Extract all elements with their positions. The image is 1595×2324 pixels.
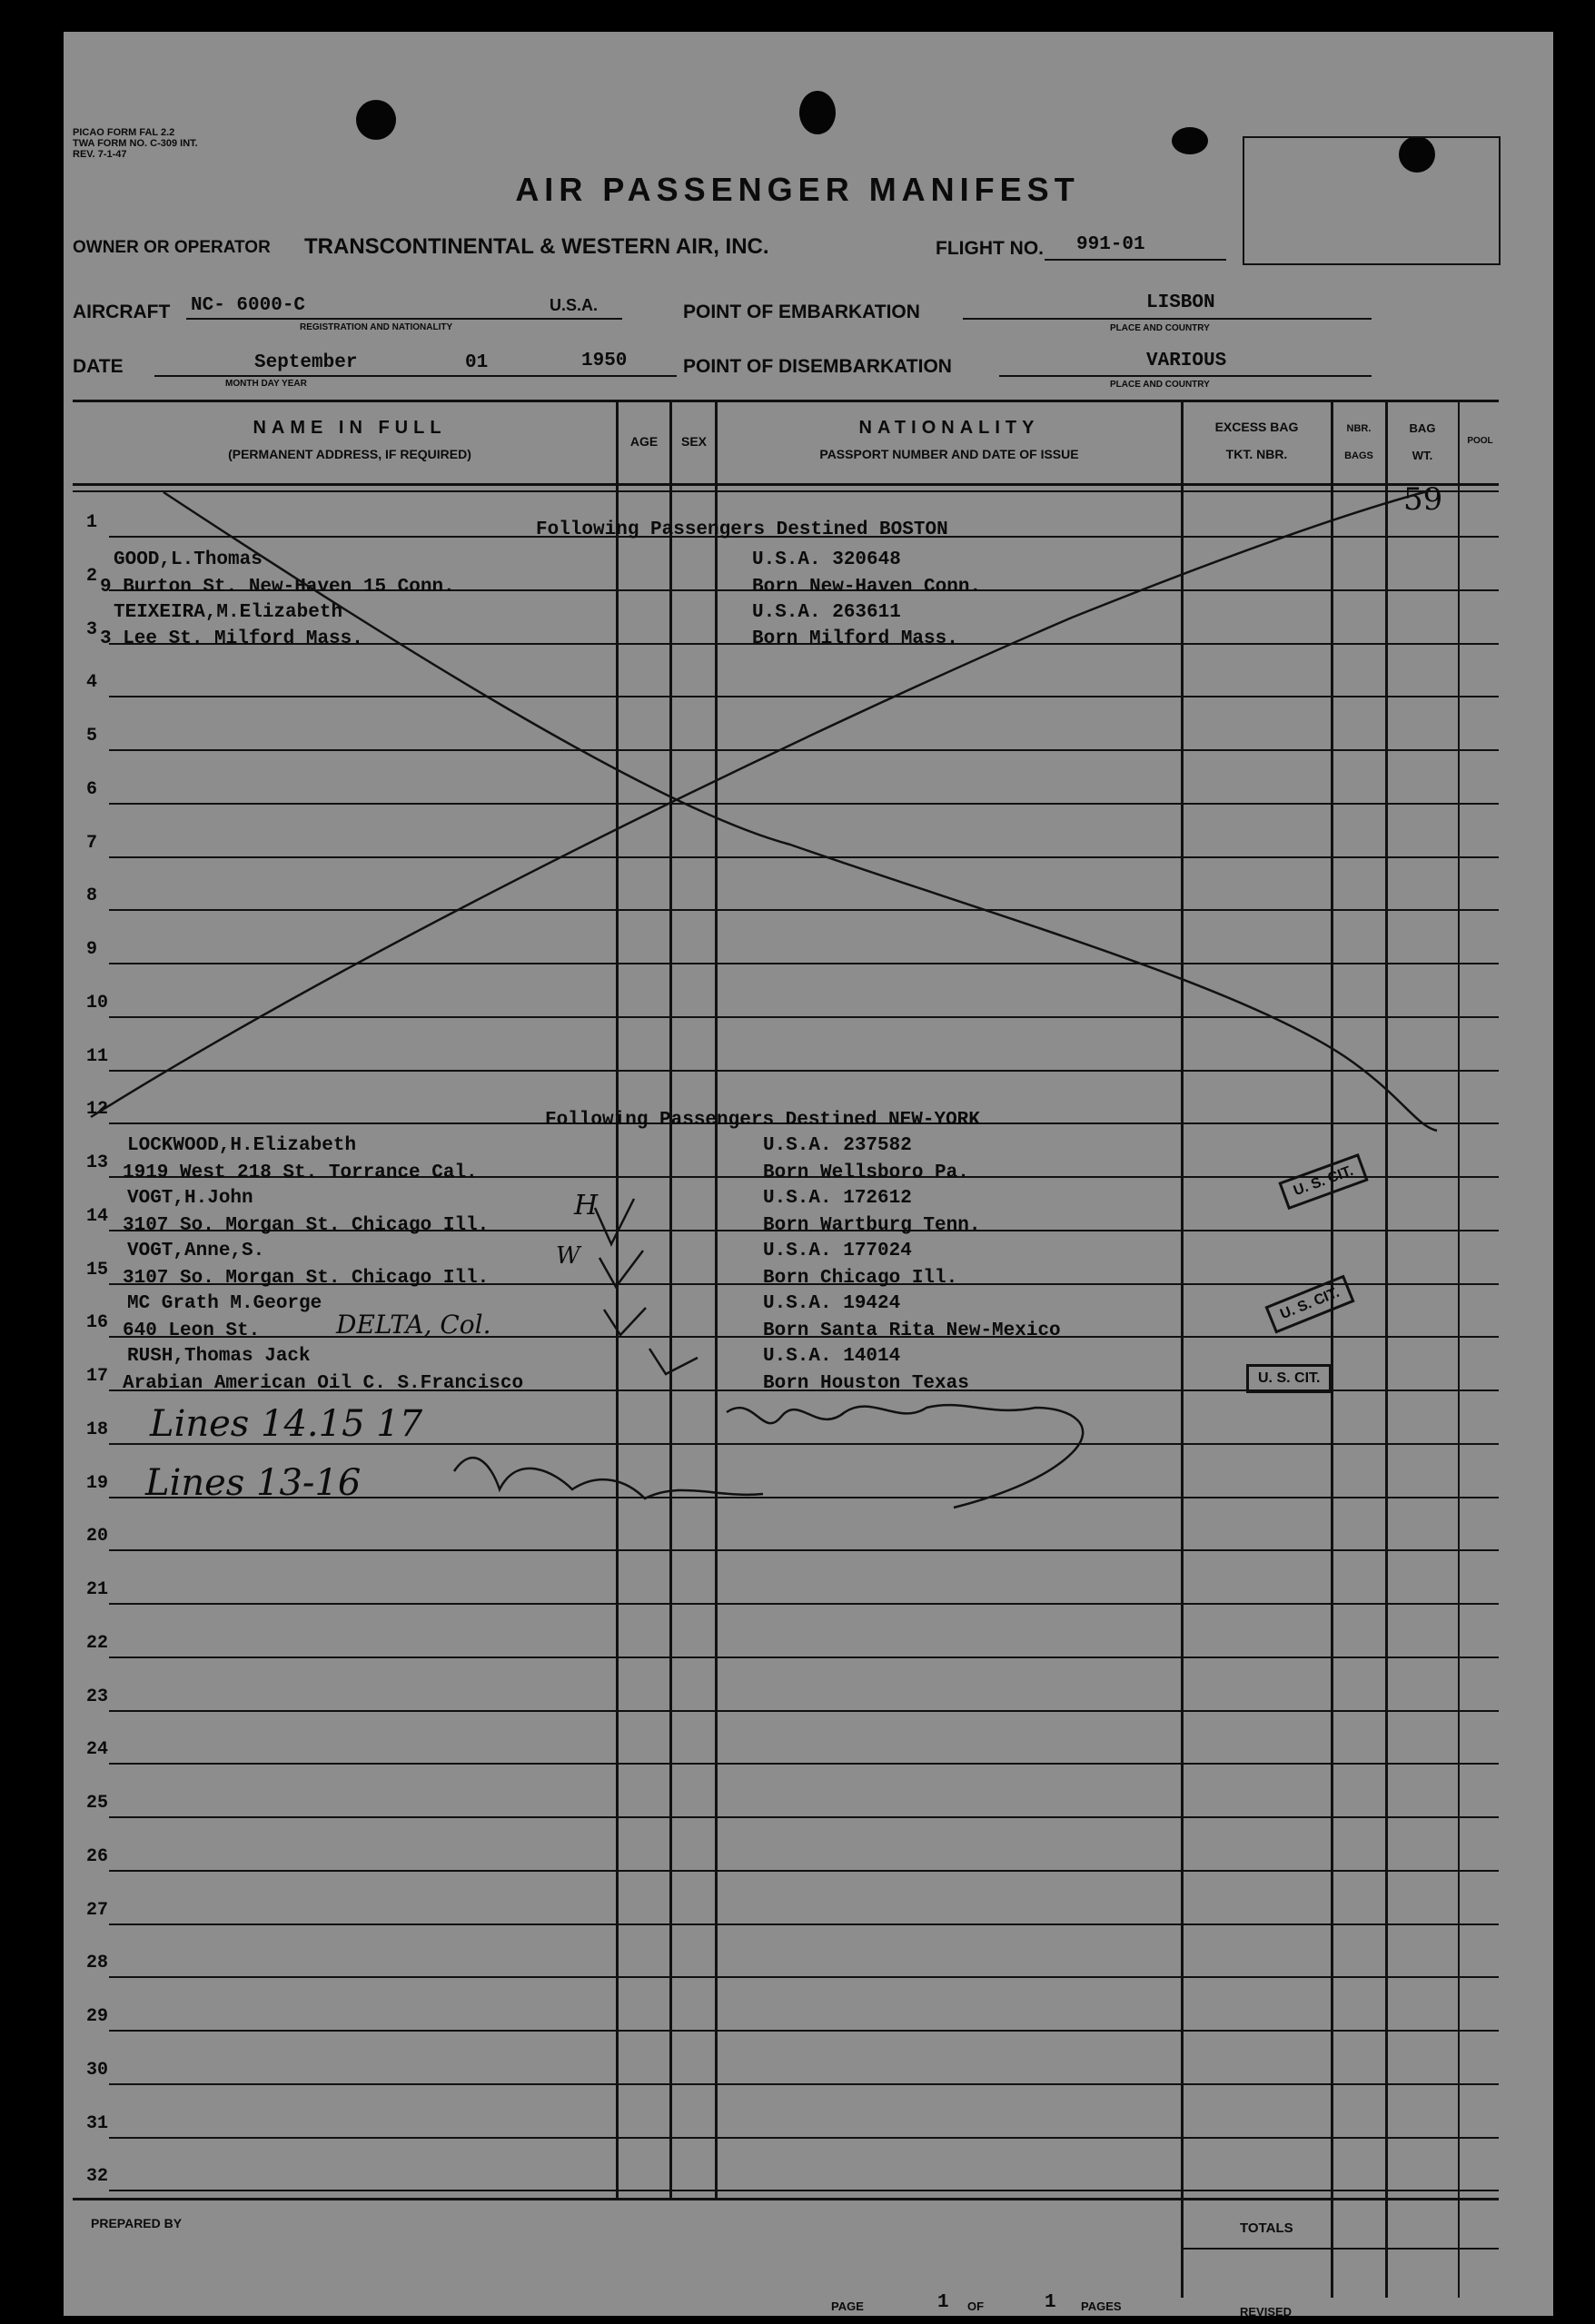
page-number: 1 bbox=[937, 2292, 949, 2313]
col-header-nbr-sub: BAGS bbox=[1344, 450, 1373, 461]
row-number: 21 bbox=[86, 1579, 109, 1600]
passenger-name: MC Grath M.George bbox=[127, 1293, 322, 1314]
passenger-address: 3107 So. Morgan St. Chicago Ill. bbox=[123, 1215, 490, 1236]
row-number: 12 bbox=[86, 1099, 109, 1121]
row-number: 4 bbox=[86, 672, 98, 694]
col-header-age: AGE bbox=[629, 434, 659, 449]
date-year: 1950 bbox=[581, 351, 628, 371]
owner-value: TRANSCONTINENTAL & WESTERN AIR, INC. bbox=[304, 234, 769, 259]
totals-label: TOTALS bbox=[1240, 2220, 1293, 2236]
owner-label: OWNER OR OPERATOR bbox=[73, 238, 271, 257]
bag-weight-total: 59 bbox=[1403, 481, 1443, 518]
row-number: 16 bbox=[86, 1312, 109, 1334]
passenger-birthplace: Born Milford Mass. bbox=[752, 628, 958, 649]
passenger-nationality: U.S.A. 320648 bbox=[752, 549, 901, 570]
row-number: 9 bbox=[86, 939, 98, 960]
disembark-sub: PLACE AND COUNTRY bbox=[1110, 380, 1210, 390]
totals-divider bbox=[1181, 2248, 1499, 2250]
passenger-address: Arabian American Oil C. S.Francisco bbox=[123, 1373, 524, 1394]
col-header-name-sub: (PERMANENT ADDRESS, IF REQUIRED) bbox=[228, 447, 471, 461]
strike-line bbox=[163, 492, 1437, 1131]
passenger-nationality: U.S.A. 177024 bbox=[763, 1241, 912, 1261]
passenger-name: VOGT,H.John bbox=[127, 1188, 253, 1209]
row-number: 28 bbox=[86, 1953, 109, 1974]
row-number: 8 bbox=[86, 885, 98, 907]
col-header-excess-sub: TKT. NBR. bbox=[1225, 447, 1288, 461]
handwritten-lines-note: Lines 13-16 bbox=[145, 1462, 362, 1504]
row-number: 17 bbox=[86, 1366, 109, 1387]
col-header-excess: EXCESS BAG bbox=[1214, 420, 1299, 434]
passenger-nationality: U.S.A. 172612 bbox=[763, 1188, 912, 1209]
disembark-value: VARIOUS bbox=[1146, 351, 1227, 371]
us-citizen-stamp: U. S. CIT. bbox=[1278, 1153, 1369, 1210]
handwritten-delta: DELTA, Col. bbox=[336, 1310, 491, 1340]
form-id-line: PICAO FORM FAL 2.2 bbox=[73, 127, 175, 138]
row-number: 1 bbox=[86, 512, 98, 533]
row-number: 10 bbox=[86, 992, 109, 1014]
check-mark bbox=[595, 1199, 634, 1244]
row-number: 5 bbox=[86, 726, 98, 747]
passenger-name: GOOD,L.Thomas bbox=[114, 549, 263, 570]
row-number: 3 bbox=[86, 618, 98, 640]
passenger-birthplace: Born New-Haven Conn. bbox=[752, 577, 982, 598]
row-number: 14 bbox=[86, 1205, 109, 1227]
page-title: AIR PASSENGER MANIFEST bbox=[515, 171, 1080, 208]
passenger-nationality: U.S.A. 14014 bbox=[763, 1346, 901, 1367]
row-number: 30 bbox=[86, 2059, 109, 2081]
of-label: OF bbox=[967, 2299, 985, 2313]
us-citizen-stamp: U. S. CIT. bbox=[1264, 1274, 1355, 1333]
page-label: PAGE bbox=[831, 2299, 864, 2313]
us-citizen-stamp: U. S. CIT. bbox=[1246, 1364, 1332, 1393]
embark-value: LISBON bbox=[1146, 292, 1215, 313]
strike-line bbox=[91, 490, 1431, 1117]
date-month: September bbox=[254, 352, 358, 373]
check-mark bbox=[649, 1349, 698, 1374]
passenger-birthplace: Born Chicago Ill. bbox=[763, 1268, 958, 1289]
row-number: 13 bbox=[86, 1152, 109, 1173]
passenger-address: 3 Lee St. Milford Mass. bbox=[100, 628, 363, 649]
pages-label: PAGES bbox=[1081, 2299, 1122, 2313]
handwritten-mark-w: W bbox=[556, 1242, 580, 1270]
embark-label: POINT OF EMBARKATION bbox=[683, 302, 920, 322]
col-header-pool: POOL bbox=[1467, 436, 1493, 446]
col-header-nationality: NATIONALITY bbox=[858, 418, 1040, 438]
col-header-sex: SEX bbox=[680, 434, 707, 449]
passenger-birthplace: Born Wartburg Tenn. bbox=[763, 1215, 981, 1236]
flight-value: 991-01 bbox=[1076, 234, 1145, 255]
page-total: 1 bbox=[1045, 2292, 1056, 2313]
row-number: 15 bbox=[86, 1259, 109, 1281]
row-number: 29 bbox=[86, 2006, 109, 2027]
passenger-address: 640 Leon St. bbox=[123, 1320, 261, 1341]
handwritten-lines-note: Lines 14.15 17 bbox=[150, 1403, 423, 1445]
passenger-address: 9 Burton St. New-Haven 15 Conn. bbox=[100, 577, 455, 598]
row-number: 6 bbox=[86, 778, 98, 800]
row-number: 23 bbox=[86, 1686, 109, 1707]
row-number: 22 bbox=[86, 1632, 109, 1654]
signature-scribble bbox=[727, 1405, 1083, 1508]
passenger-birthplace: Born Wellsboro Pa. bbox=[763, 1162, 969, 1183]
disembark-label: POINT OF DISEMBARKATION bbox=[683, 356, 952, 377]
row-number: 2 bbox=[86, 565, 98, 587]
aircraft-label: AIRCRAFT bbox=[73, 302, 171, 322]
revised-label: REVISED bbox=[1240, 2305, 1293, 2319]
row-number: 11 bbox=[86, 1045, 109, 1067]
row-number: 31 bbox=[86, 2112, 109, 2134]
form-id-line: TWA FORM NO. C-309 INT. bbox=[73, 138, 198, 149]
row-number: 18 bbox=[86, 1419, 109, 1440]
aircraft-value: NC- 6000-C bbox=[191, 295, 306, 316]
aircraft-country: U.S.A. bbox=[550, 296, 599, 314]
group-header-newyork: Following Passengers Destined NEW-YORK bbox=[545, 1110, 980, 1131]
col-header-bag-sub: WT. bbox=[1412, 449, 1433, 462]
row-number: 7 bbox=[86, 832, 98, 854]
passenger-birthplace: Born Santa Rita New-Mexico bbox=[763, 1320, 1061, 1341]
date-day: 01 bbox=[465, 352, 489, 373]
row-number: 26 bbox=[86, 1845, 109, 1867]
prepared-by-label: PREPARED BY bbox=[91, 2216, 183, 2230]
embark-sub: PLACE AND COUNTRY bbox=[1110, 323, 1210, 333]
col-header-name: NAME IN FULL bbox=[253, 418, 447, 438]
row-number: 27 bbox=[86, 1899, 109, 1921]
group-header-boston: Following Passengers Destined BOSTON bbox=[536, 519, 948, 540]
signature-scribble bbox=[454, 1458, 763, 1498]
passenger-address: 1919 West 218 St. Torrance Cal. bbox=[123, 1162, 478, 1183]
passenger-nationality: U.S.A. 237582 bbox=[763, 1135, 912, 1156]
row-number: 20 bbox=[86, 1526, 109, 1548]
row-number: 25 bbox=[86, 1793, 109, 1814]
flight-label: FLIGHT NO. bbox=[936, 238, 1044, 259]
passenger-nationality: U.S.A. 263611 bbox=[752, 602, 901, 623]
passenger-name: LOCKWOOD,H.Elizabeth bbox=[127, 1135, 357, 1156]
col-header-bag: BAG bbox=[1409, 421, 1436, 435]
check-mark bbox=[599, 1251, 643, 1287]
passenger-name: TEIXEIRA,M.Elizabeth bbox=[114, 602, 343, 623]
passenger-address: 3107 So. Morgan St. Chicago Ill. bbox=[123, 1268, 490, 1289]
aircraft-sub: REGISTRATION AND NATIONALITY bbox=[300, 322, 453, 332]
row-number: 24 bbox=[86, 1739, 109, 1761]
handwritten-mark-h: H bbox=[574, 1190, 599, 1221]
date-sub: MONTH DAY YEAR bbox=[225, 379, 307, 389]
date-label: DATE bbox=[73, 356, 124, 377]
row-number: 32 bbox=[86, 2166, 109, 2188]
passenger-nationality: U.S.A. 19424 bbox=[763, 1293, 901, 1314]
passenger-birthplace: Born Houston Texas bbox=[763, 1373, 969, 1394]
col-header-nbr: NBR. bbox=[1346, 423, 1372, 434]
form-id-line: REV. 7-1-47 bbox=[73, 149, 127, 160]
passenger-name: VOGT,Anne,S. bbox=[127, 1241, 265, 1261]
passenger-name: RUSH,Thomas Jack bbox=[127, 1346, 311, 1367]
col-header-nationality-sub: PASSPORT NUMBER AND DATE OF ISSUE bbox=[819, 447, 1079, 461]
row-number: 19 bbox=[86, 1472, 109, 1494]
check-mark bbox=[604, 1308, 646, 1335]
